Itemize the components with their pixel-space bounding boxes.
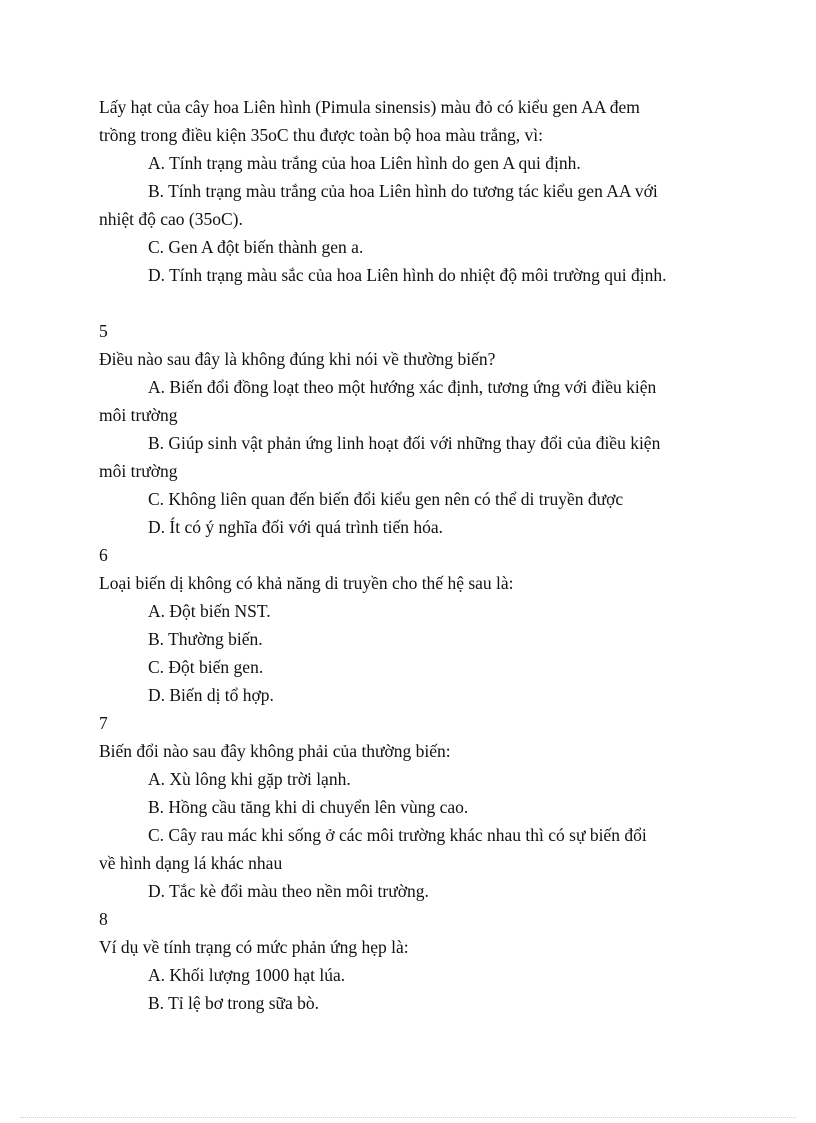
answer-b-continued: nhiệt độ cao (35oC). — [99, 209, 243, 229]
answer-c: C. Không liên quan đến biến đổi kiểu gen nên có thể di truyền được — [148, 489, 624, 509]
question-8 — [99, 905, 739, 1017]
answer-b: B. Hồng cầu tăng khi di chuyển lên vùng cao. — [148, 797, 469, 817]
page-bottom-rule — [20, 1117, 796, 1118]
answer-a: A. Tính trạng màu trắng của hoa Liên hình do gen A qui định. — [148, 153, 581, 173]
question-stem: trồng trong điều kiện 35oC thu được toàn bộ hoa màu trắng, vì: — [99, 125, 544, 145]
answer-a: A. Đột biến NST. — [148, 601, 271, 621]
question-number: 6 — [99, 545, 108, 565]
question-number: 8 — [99, 909, 108, 929]
answer-d: D. Tắc kè đổi màu theo nền môi trường. — [148, 881, 429, 901]
answer-b: B. Giúp sinh vật phản ứng linh hoạt đối với những thay đổi của điều kiện — [148, 433, 661, 453]
answer-c: C. Cây rau mác khi sống ở các môi trường khác nhau thì có sự biến đổi — [148, 825, 647, 845]
answer-d: D. Tính trạng màu sắc của hoa Liên hình do nhiệt độ môi trường qui định. — [148, 265, 667, 285]
answer-b: B. Tính trạng màu trắng của hoa Liên hình do tương tác kiểu gen AA với — [148, 181, 658, 201]
question-stem: Loại biến dị không có khả năng di truyền cho thế hệ sau là: — [99, 573, 514, 593]
answer-d: D. Biến dị tổ hợp. — [148, 685, 274, 705]
question-stem: Ví dụ về tính trạng có mức phản ứng hẹp là: — [99, 937, 409, 957]
answer-b-continued: môi trường — [99, 461, 178, 481]
question-stem: Điều nào sau đây là không đúng khi nói về thường biến? — [99, 349, 496, 369]
answer-c: C. Gen A đột biến thành gen a. — [148, 237, 364, 257]
question-number: 5 — [99, 321, 108, 341]
question-5 — [99, 317, 739, 541]
answer-d: D. Ít có ý nghĩa đối với quá trình tiến hóa. — [148, 517, 444, 537]
question-stem: Biến đổi nào sau đây không phải của thường biến: — [99, 741, 451, 761]
answer-b: B. Thường biến. — [148, 629, 263, 649]
answer-b: B. Tỉ lệ bơ trong sữa bò. — [148, 993, 320, 1013]
answer-c-continued: về hình dạng lá khác nhau — [99, 853, 283, 873]
question-stem: Lấy hạt của cây hoa Liên hình (Pimula sinensis) màu đỏ có kiểu gen AA đem — [99, 97, 640, 117]
answer-a-continued: môi trường — [99, 405, 178, 425]
question-number: 7 — [99, 713, 108, 733]
answer-a: A. Xù lông khi gặp trời lạnh. — [148, 769, 351, 789]
answer-a: A. Khối lượng 1000 hạt lúa. — [148, 965, 346, 985]
question-6 — [99, 541, 739, 709]
answer-c: C. Đột biến gen. — [148, 657, 264, 677]
question-7 — [99, 709, 739, 905]
answer-a: A. Biến đổi đồng loạt theo một hướng xác định, tương ứng với điều kiện — [148, 377, 657, 397]
question-4 — [99, 93, 739, 289]
